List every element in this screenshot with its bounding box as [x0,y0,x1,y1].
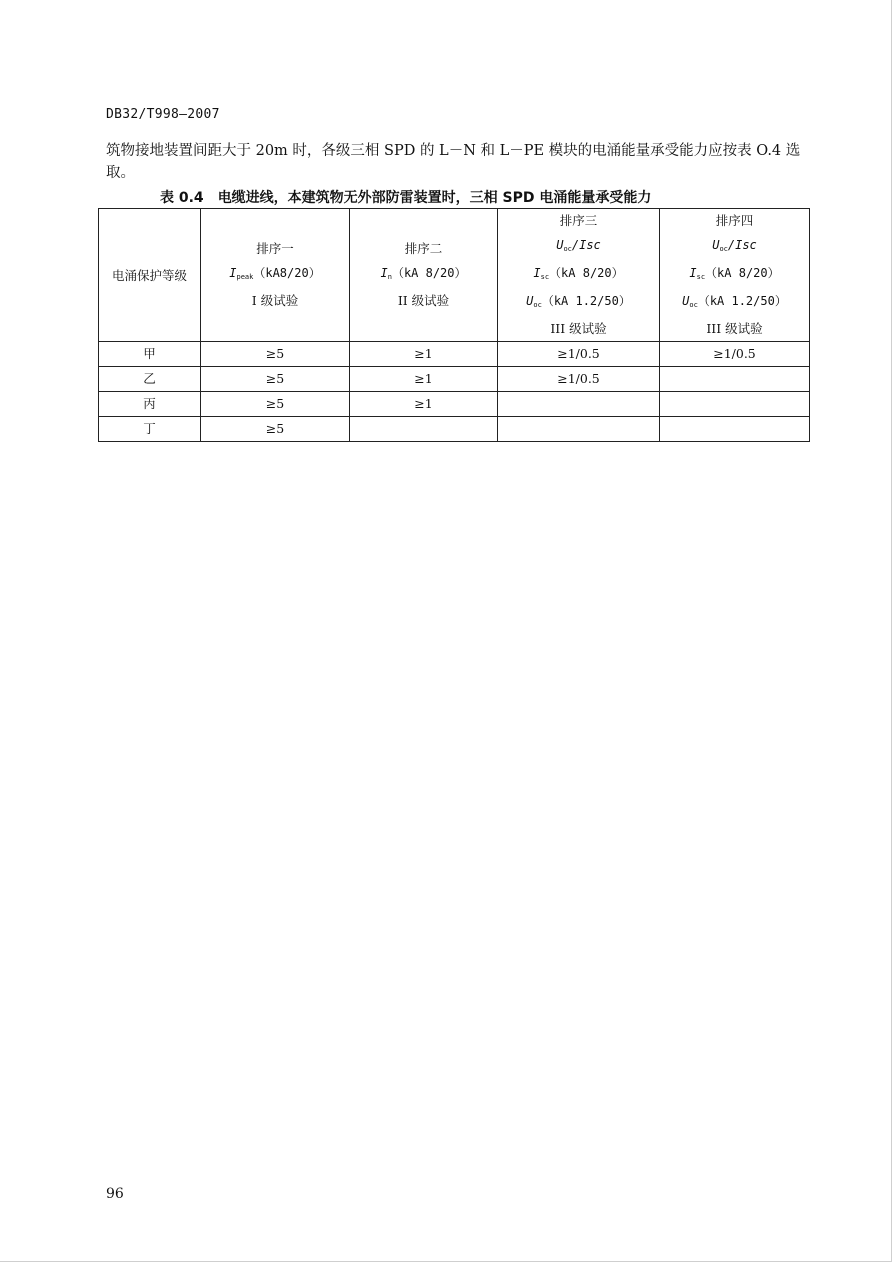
rank-1-test: I 级试验 [251,293,299,308]
table-row [99,342,810,367]
rank-4-value [660,417,810,442]
rank-1-param: $I_{peak}(kA8/20)$ [229,266,321,281]
rank-4-value [660,367,810,392]
rank-4-value [660,392,810,417]
rank-2-test: II 级试验 [397,293,450,308]
page-number: 96 [106,1186,124,1202]
rank-1-value: ≥5 [201,367,350,392]
table-header-row [99,209,810,342]
rank-2-param: $I_n(kA$ 8/20） [380,266,467,281]
rank-3-param-voltage: $U_{oc}(kA$ 1.2/50） [526,294,631,309]
rank-4-ratio: $U_{oc}$/Isc [712,238,757,253]
rank-4-test: III 级试验 [706,321,763,336]
rank-3-test: III 级试验 [550,321,607,336]
table-caption-text: 电缆进线，本建筑物无外部防雷装置时，三相 SPD 电涌能量承受能力 [217,190,652,206]
rank-4-param-current: $I_{sc}(kA$ 8/20） [689,266,780,281]
header-rank-4 [660,209,810,342]
table-caption-number: 表 0.4 [160,190,204,206]
document-code: DB32/T998—2007 [106,107,220,122]
spd-surge-capability-table [98,208,810,442]
rank-2-title: 排序二 [404,241,443,256]
rank-4-param-voltage: $U_{oc}(kA$ 1.2/50） [682,294,787,309]
table-caption [160,187,651,207]
header-protection-level: 电涌保护等级 [99,209,201,342]
level-cell: 丙 [99,392,201,417]
header-rank-3 [498,209,660,342]
rank-1-value: ≥5 [201,342,350,367]
rank-2-value: ≥1 [350,392,498,417]
rank-3-param-current: $I_{sc}(kA$ 8/20） [533,266,624,281]
level-cell: 丁 [99,417,201,442]
body-paragraph: 筑物接地装置间距大于 20m 时，各级三相 SPD 的 L－N 和 L－PE 模块的电涌能量承受能力应按表 O.4 选取。 [106,143,801,181]
rank-3-value: ≥1/0.5 [498,342,660,367]
rank-4-value: ≥1/0.5 [660,342,810,367]
rank-1-value: ≥5 [201,392,350,417]
table-row [99,367,810,392]
header-rank-1 [201,209,350,342]
rank-2-value [350,417,498,442]
level-cell: 乙 [99,367,201,392]
rank-1-title: 排序一 [256,241,294,256]
rank-1-value: ≥5 [201,417,350,442]
rank-3-value [498,417,660,442]
level-cell: 甲 [99,342,201,367]
header-rank-2 [350,209,498,342]
rank-2-value: ≥1 [350,342,498,367]
table-row [99,392,810,417]
table-row [99,417,810,442]
rank-3-title: 排序三 [559,213,598,228]
rank-3-ratio: $U_{oc}$/Isc [556,238,601,253]
rank-4-title: 排序四 [715,213,754,228]
rank-3-value [498,392,660,417]
rank-3-value: ≥1/0.5 [498,367,660,392]
rank-2-value: ≥1 [350,367,498,392]
